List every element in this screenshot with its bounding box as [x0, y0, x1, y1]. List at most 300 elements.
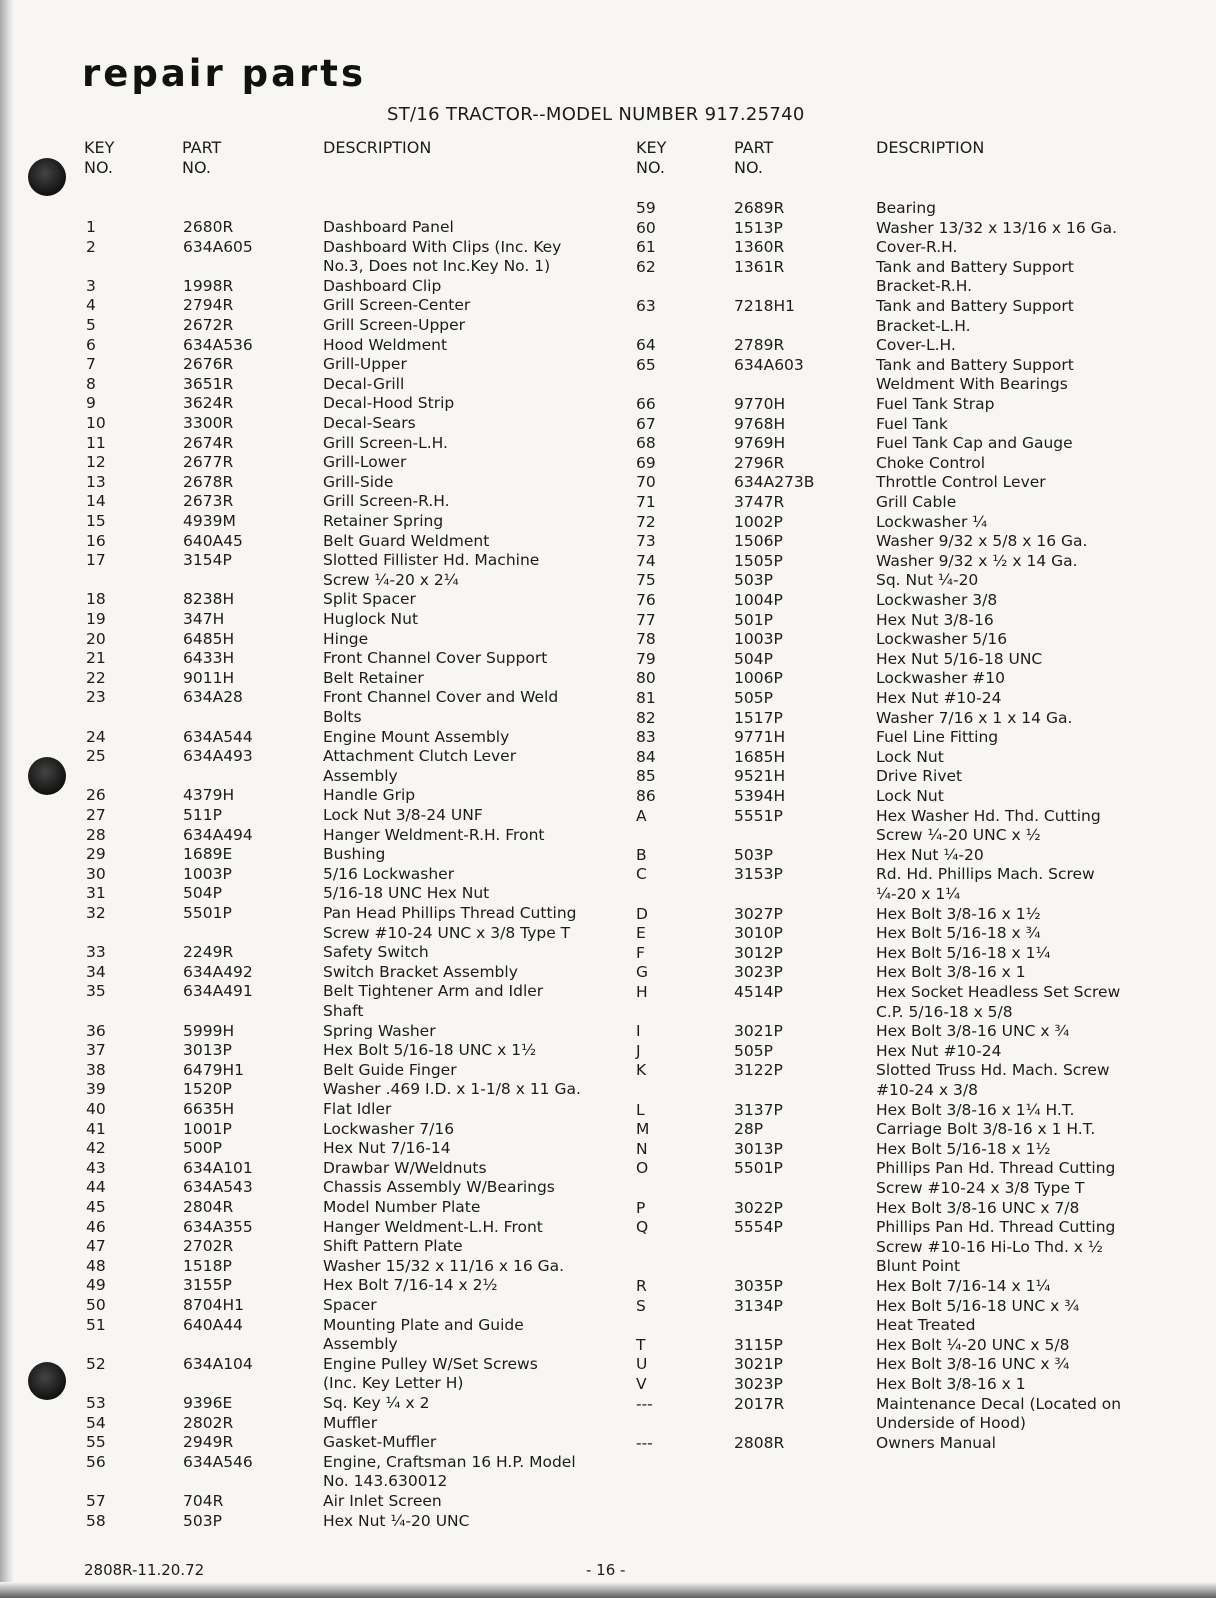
key-number: 44 [86, 1178, 106, 1197]
part-number: 4939M [183, 512, 236, 530]
part-description: Belt Guide Finger [323, 1060, 457, 1079]
part-number: 1998R [183, 276, 234, 295]
part-number: 3137P [734, 1100, 783, 1119]
part-number: 3021P [734, 1022, 783, 1041]
part-description: 5/16 Lockwasher [323, 864, 455, 883]
part-description: Hood Weldment [323, 335, 448, 354]
part-number: 640A45 [183, 531, 243, 550]
key-number: 65 [636, 355, 656, 374]
part-number: 3023P [734, 963, 783, 982]
part-number: 1520P [183, 1080, 232, 1099]
key-number: 68 [636, 434, 656, 453]
key-number: 18 [86, 590, 106, 609]
part-description: 5/16-18 UNC Hex Nut [323, 884, 490, 903]
part-number: 1513P [734, 218, 783, 237]
part-number: 504P [183, 884, 222, 903]
part-number: 1006P [734, 669, 783, 688]
part-description: Underside of Hood) [876, 1414, 1026, 1433]
part-number: 9768H [734, 414, 786, 433]
part-number: 6479H1 [183, 1060, 244, 1079]
key-number: G [636, 963, 649, 982]
part-description: Fuel Tank Strap [876, 395, 995, 413]
part-description: Washer 15/32 x 11/16 x 16 Ga. [323, 1256, 565, 1275]
part-description: Decal-Grill [323, 374, 405, 393]
part-description: Spring Washer [323, 1021, 436, 1040]
part-description: Hex Bolt 3/8-16 x 1 [876, 963, 1026, 982]
part-description: Assembly [323, 766, 398, 785]
key-number: 15 [86, 512, 106, 530]
key-number: N [636, 1139, 648, 1158]
part-number: 505P [734, 1041, 773, 1060]
part-number: 2678R [183, 472, 234, 491]
part-description: Lock Nut 3/8-24 UNF [323, 806, 483, 824]
part-description: Screw #10-16 Hi-Lo Thd. x ½ [876, 1237, 1103, 1256]
part-description: Lockwasher 7/16 [323, 1119, 455, 1138]
page-shadow-bottom [0, 1582, 1216, 1598]
key-number: 26 [86, 786, 106, 805]
key-number: 58 [86, 1511, 106, 1530]
key-number: 47 [86, 1237, 106, 1256]
part-number: 634A494 [183, 825, 253, 844]
key-number: 82 [636, 708, 656, 727]
part-description: Washer .469 I.D. x 1-1/8 x 11 Ga. [323, 1080, 581, 1099]
part-description: Hex Washer Hd. Thd. Cutting [876, 806, 1101, 825]
part-description: Choke Control [876, 453, 986, 472]
key-number: 16 [86, 531, 106, 550]
key-number: 77 [636, 610, 656, 629]
part-number: 3023P [734, 1375, 783, 1393]
part-description: Hex Socket Headless Set Screw [876, 983, 1121, 1001]
part-number: 5394H [734, 787, 786, 805]
part-description: Owners Manual [876, 1433, 996, 1452]
part-number: 634A355 [183, 1217, 253, 1236]
part-number: 501P [734, 610, 773, 629]
page-subtitle: ST/16 TRACTOR--MODEL NUMBER 917.25740 [387, 104, 805, 125]
part-number: 28P [734, 1120, 764, 1139]
key-number: 85 [636, 767, 656, 786]
part-number: 2672R [183, 316, 234, 334]
part-number: 3013P [734, 1139, 783, 1158]
part-description: No. 143.630012 [323, 1472, 448, 1491]
part-description: Rd. Hd. Phillips Mach. Screw [876, 865, 1095, 884]
part-number: 3154P [183, 551, 232, 570]
part-number: 2673R [183, 492, 234, 511]
key-number: 8 [86, 374, 96, 393]
part-description: Washer 9/32 x 5/8 x 16 Ga. [876, 532, 1088, 551]
footer-page-number: - 16 - [586, 1561, 626, 1579]
key-number: 49 [86, 1276, 106, 1295]
part-description: Lockwasher #10 [876, 669, 1005, 688]
key-number: 53 [86, 1394, 106, 1412]
key-number: 10 [86, 414, 106, 432]
part-number: 4379H [183, 786, 235, 805]
key-number: 9 [86, 394, 96, 413]
part-description: Grill Cable [876, 493, 957, 511]
part-number: 634A273B [734, 473, 815, 492]
part-number: 2949R [183, 1433, 234, 1452]
part-description: Retainer Spring [323, 512, 444, 530]
part-number: 634A603 [734, 355, 804, 374]
part-number: 3624R [183, 394, 234, 413]
key-number: 81 [636, 689, 656, 707]
key-number: 14 [86, 492, 106, 511]
part-number: 1003P [183, 864, 232, 883]
part-description: Tank and Battery Support [876, 257, 1074, 276]
part-number: 4514P [734, 983, 783, 1001]
part-number: 2676R [183, 355, 234, 374]
key-number: 83 [636, 728, 656, 747]
header-key-left: KEY NO. [84, 138, 115, 177]
key-number: --- [636, 1394, 653, 1413]
part-description: Spacer [323, 1296, 377, 1314]
key-number: 52 [86, 1354, 106, 1373]
part-number: 2802R [183, 1413, 234, 1432]
part-description: Belt Guard Weldment [323, 531, 490, 550]
part-description: Hex Bolt 3/8-16 UNC x 7/8 [876, 1198, 1080, 1217]
part-number: 1361R [734, 257, 785, 276]
part-description: Slotted Fillister Hd. Machine [323, 551, 540, 570]
key-number: 39 [86, 1080, 106, 1099]
part-number: 2674R [183, 433, 234, 452]
part-description: Grill-Upper [323, 355, 407, 374]
key-number: K [636, 1061, 647, 1080]
part-description: Hex Nut ¼-20 UNC [323, 1511, 470, 1530]
part-description: Weldment With Bearings [876, 375, 1068, 394]
key-number: 62 [636, 257, 656, 276]
part-description: Phillips Pan Hd. Thread Cutting [876, 1159, 1116, 1178]
part-number: 634A104 [183, 1354, 253, 1373]
key-number: F [636, 943, 645, 962]
part-number: 6433H [183, 649, 235, 668]
part-description: Front Channel Cover Support [323, 649, 548, 668]
part-description: Shift Pattern Plate [323, 1237, 463, 1256]
key-number: 38 [86, 1060, 106, 1079]
part-description: Belt Retainer [323, 668, 424, 687]
part-description: Hex Bolt 3/8-16 x 1½ [876, 904, 1041, 923]
key-number: 46 [86, 1217, 106, 1236]
part-number: 1001P [183, 1119, 232, 1138]
part-number: 704R [183, 1492, 224, 1510]
part-description: Screw #10-24 x 3/8 Type T [876, 1179, 1085, 1197]
part-number: 634A544 [183, 727, 253, 746]
part-description: No.3, Does not Inc.Key No. 1) [323, 257, 551, 276]
part-description: Lockwasher ¼ [876, 512, 988, 531]
key-number: 70 [636, 473, 656, 492]
part-number: 9770H [734, 395, 786, 413]
part-description: Hex Bolt 3/8-16 UNC x ¾ [876, 1355, 1070, 1374]
part-description: Muffler [323, 1413, 378, 1432]
part-description: (Inc. Key Letter H) [323, 1374, 464, 1393]
key-number: 17 [86, 551, 106, 570]
part-description: Drawbar W/Weldnuts [323, 1158, 487, 1177]
key-number: 45 [86, 1198, 106, 1216]
key-number: 54 [86, 1413, 106, 1432]
part-number: 8704H1 [183, 1296, 244, 1314]
key-number: 24 [86, 727, 106, 746]
part-number: 500P [183, 1139, 222, 1158]
part-description: Cover-R.H. [876, 238, 958, 257]
part-description: Throttle Control Lever [876, 473, 1046, 492]
part-number: 634A28 [183, 688, 243, 707]
key-number: 64 [636, 336, 656, 355]
part-number: 1360R [734, 238, 785, 257]
part-number: 3022P [734, 1198, 783, 1217]
part-description: Tank and Battery Support [876, 297, 1074, 315]
part-number: 634A536 [183, 335, 253, 354]
binder-hole [28, 1362, 66, 1400]
part-description: Screw ¼-20 UNC x ½ [876, 826, 1041, 845]
part-description: Washer 9/32 x ½ x 14 Ga. [876, 551, 1078, 570]
part-number: 503P [734, 571, 773, 590]
part-description: Hex Bolt ¼-20 UNC x 5/8 [876, 1335, 1070, 1354]
part-number: 3651R [183, 374, 234, 393]
part-number: 5554P [734, 1218, 783, 1237]
part-description: Hex Bolt 3/8-16 UNC x ¾ [876, 1022, 1070, 1041]
part-number: 2677R [183, 453, 234, 472]
part-description: Hex Nut 5/16-18 UNC [876, 649, 1043, 668]
part-description: Grill Screen-Center [323, 296, 471, 315]
part-number: 503P [734, 845, 773, 864]
part-description: Sq. Key ¼ x 2 [323, 1394, 430, 1412]
part-description: Hex Bolt 5/16-18 UNC x ¾ [876, 1296, 1080, 1315]
key-number: 23 [86, 688, 106, 707]
key-number: 63 [636, 297, 656, 315]
key-number: 69 [636, 453, 656, 472]
part-description: Hex Bolt 3/8-16 x 1¼ H.T. [876, 1100, 1075, 1119]
part-description: Sq. Nut ¼-20 [876, 571, 979, 590]
part-description: Front Channel Cover and Weld [323, 688, 559, 707]
part-description: Hex Nut #10-24 [876, 1041, 1002, 1060]
part-description: Dashboard Clip [323, 276, 442, 295]
key-number: 57 [86, 1492, 106, 1510]
key-number: 86 [636, 787, 656, 805]
key-number: A [636, 806, 647, 825]
part-description: Dashboard Panel [323, 218, 454, 236]
key-number: 19 [86, 610, 106, 628]
part-number: 634A493 [183, 747, 253, 766]
part-description: Hex Bolt 5/16-18 UNC x 1½ [323, 1041, 537, 1060]
part-description: Fuel Tank Cap and Gauge [876, 434, 1073, 453]
key-number: 73 [636, 532, 656, 551]
part-number: 1506P [734, 532, 783, 551]
part-number: 2680R [183, 218, 234, 236]
part-number: 2794R [183, 296, 234, 315]
part-number: 634A543 [183, 1178, 253, 1197]
binder-hole [28, 757, 66, 795]
part-description: Dashboard With Clips (Inc. Key [323, 237, 562, 256]
part-number: 2804R [183, 1198, 234, 1216]
part-description: Handle Grip [323, 786, 416, 805]
header-part-right: PART NO. [734, 138, 774, 177]
part-description: Cover-L.H. [876, 336, 956, 355]
part-description: Screw ¼-20 x 2¼ [323, 570, 459, 589]
part-number: 3153P [734, 865, 783, 884]
part-number: 3010P [734, 924, 783, 943]
key-number: 48 [86, 1256, 106, 1275]
footer-document-code: 2808R-11.20.72 [84, 1561, 205, 1579]
part-number: 1517P [734, 708, 783, 727]
key-number: 75 [636, 571, 656, 590]
part-description: Washer 7/16 x 1 x 14 Ga. [876, 708, 1073, 727]
key-number: T [636, 1335, 646, 1354]
key-number: 74 [636, 551, 656, 570]
key-number: O [636, 1159, 649, 1178]
part-description: Hinge [323, 629, 369, 648]
key-number: R [636, 1277, 647, 1295]
part-number: 5999H [183, 1021, 235, 1040]
part-description: Bolts [323, 708, 362, 726]
part-description: Hanger Weldment-L.H. Front [323, 1217, 543, 1236]
part-description: Grill Screen-R.H. [323, 492, 450, 511]
part-description: Grill Screen-L.H. [323, 433, 448, 452]
part-number: 3035P [734, 1277, 783, 1295]
part-description: Drive Rivet [876, 767, 963, 786]
key-number: 25 [86, 747, 106, 766]
part-number: 640A44 [183, 1315, 243, 1334]
part-number: 9771H [734, 728, 786, 747]
part-number: 3122P [734, 1061, 783, 1080]
part-number: 3134P [734, 1296, 783, 1315]
binder-hole [28, 158, 66, 196]
part-number: 8238H [183, 590, 235, 609]
part-description: Air Inlet Screen [323, 1492, 442, 1510]
key-number: 61 [636, 238, 656, 257]
key-number: 76 [636, 591, 656, 609]
part-number: 3300R [183, 414, 234, 432]
part-number: 2017R [734, 1394, 785, 1413]
part-description: Washer 13/32 x 13/16 x 16 Ga. [876, 218, 1118, 237]
key-number: 13 [86, 472, 106, 491]
key-number: 40 [86, 1100, 106, 1118]
part-number: 1004P [734, 591, 783, 609]
part-description: Engine, Craftsman 16 H.P. Model [323, 1452, 576, 1471]
part-description: Hex Nut #10-24 [876, 689, 1002, 707]
key-number: 4 [86, 296, 96, 315]
key-number: 11 [86, 433, 106, 452]
part-description: Decal-Hood Strip [323, 394, 455, 413]
part-description: Model Number Plate [323, 1198, 481, 1216]
part-number: 9011H [183, 668, 235, 687]
part-number: 347H [183, 610, 225, 628]
part-number: 2808R [734, 1433, 785, 1452]
key-number: 6 [86, 335, 96, 354]
part-number: 511P [183, 806, 222, 824]
part-number: 3013P [183, 1041, 232, 1060]
key-number: 36 [86, 1021, 106, 1040]
part-description: Safety Switch [323, 943, 429, 962]
key-number: 30 [86, 864, 106, 883]
part-description: Engine Mount Assembly [323, 727, 510, 746]
key-number: 72 [636, 512, 656, 531]
part-description: Chassis Assembly W/Bearings [323, 1178, 555, 1197]
key-number: 3 [86, 276, 96, 295]
part-description: Lock Nut [876, 747, 944, 766]
part-number: 5501P [734, 1159, 783, 1178]
part-description: Bushing [323, 845, 386, 864]
part-description: Blunt Point [876, 1257, 961, 1276]
part-description: C.P. 5/16-18 x 5/8 [876, 1002, 1013, 1021]
part-number: 504P [734, 649, 773, 668]
part-description: Bracket-R.H. [876, 277, 973, 296]
key-number: 80 [636, 669, 656, 688]
key-number: --- [636, 1433, 653, 1452]
part-description: Hex Nut 7/16-14 [323, 1139, 451, 1158]
part-number: 634A101 [183, 1158, 253, 1177]
key-number: 32 [86, 904, 106, 922]
part-description: Lockwasher 5/16 [876, 630, 1008, 649]
key-number: 71 [636, 493, 656, 511]
part-number: 3155P [183, 1276, 232, 1295]
key-number: E [636, 924, 646, 943]
key-number: L [636, 1100, 645, 1119]
part-description: Phillips Pan Hd. Thread Cutting [876, 1218, 1116, 1237]
key-number: J [636, 1041, 641, 1060]
part-description: Bracket-L.H. [876, 316, 971, 335]
part-number: 3012P [734, 943, 783, 962]
part-description: Lockwasher 3/8 [876, 591, 998, 609]
key-number: 20 [86, 629, 106, 648]
part-description: Huglock Nut [323, 610, 419, 628]
key-number: 35 [86, 982, 106, 1001]
part-description: Split Spacer [323, 590, 416, 609]
part-number: 634A492 [183, 962, 253, 981]
key-number: C [636, 865, 647, 884]
part-description: Heat Treated [876, 1316, 976, 1335]
part-number: 9396E [183, 1394, 233, 1412]
page-title: repair parts [82, 52, 367, 95]
part-number: 3027P [734, 904, 783, 923]
key-number: I [636, 1022, 641, 1041]
part-description: Decal-Sears [323, 414, 416, 432]
key-number: 37 [86, 1041, 106, 1060]
part-description: Flat Idler [323, 1100, 392, 1118]
key-number: 42 [86, 1139, 106, 1158]
key-number: M [636, 1120, 650, 1139]
part-description: Fuel Line Fitting [876, 728, 999, 747]
part-description: Maintenance Decal (Located on [876, 1394, 1122, 1413]
part-number: 3747R [734, 493, 785, 511]
part-description: #10-24 x 3/8 [876, 1081, 978, 1099]
part-description: Hex Bolt 5/16-18 x 1¼ [876, 943, 1051, 962]
part-description: Hex Nut ¼-20 [876, 845, 984, 864]
part-number: 2789R [734, 336, 785, 355]
part-description: Shaft [323, 1002, 364, 1020]
key-number: 31 [86, 884, 106, 903]
key-number: 56 [86, 1452, 106, 1471]
part-description: Hex Bolt 7/16-14 x 2½ [323, 1276, 498, 1295]
part-number: 2796R [734, 453, 785, 472]
key-number: 78 [636, 630, 656, 649]
part-number: 503P [183, 1511, 222, 1530]
part-description: Assembly [323, 1335, 398, 1354]
header-key-right: KEY NO. [636, 138, 667, 177]
part-description: Pan Head Phillips Thread Cutting [323, 904, 577, 922]
key-number: 41 [86, 1119, 106, 1138]
part-number: 6485H [183, 629, 235, 648]
key-number: 59 [636, 199, 656, 217]
key-number: 1 [86, 218, 96, 236]
part-number: 6635H [183, 1100, 235, 1118]
part-description: Hanger Weldment-R.H. Front [323, 825, 545, 844]
part-number: 5551P [734, 806, 783, 825]
key-number: D [636, 904, 648, 923]
key-number: U [636, 1355, 648, 1374]
part-number: 9521H [734, 767, 786, 786]
key-number: 21 [86, 649, 106, 668]
key-number: P [636, 1198, 646, 1217]
part-number: 2249R [183, 943, 234, 962]
key-number: 51 [86, 1315, 106, 1334]
